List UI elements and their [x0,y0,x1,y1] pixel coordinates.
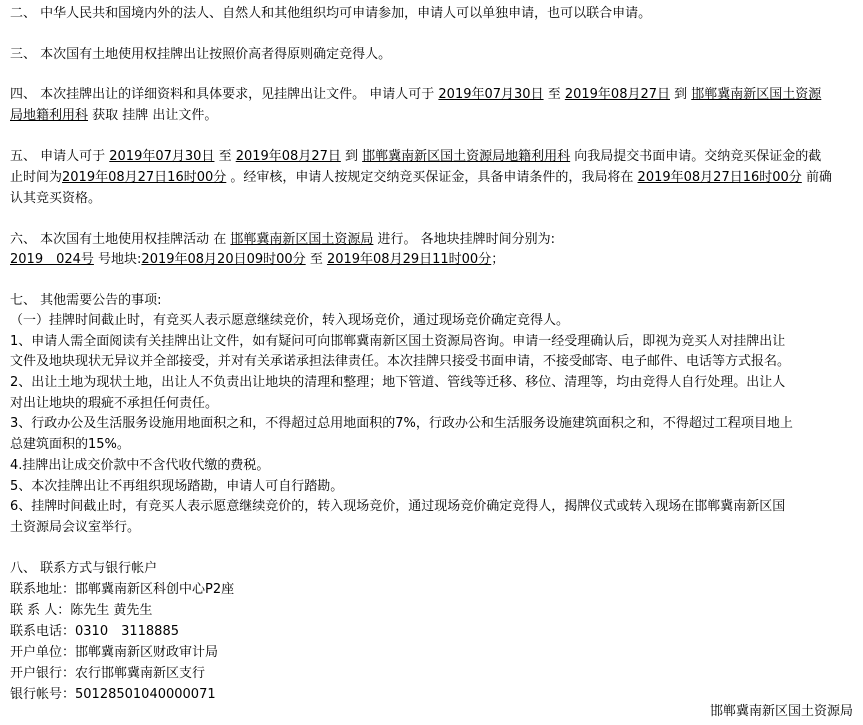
section-4-line-2: 局地籍利用科 获取 挂牌 出让文件。 [10,108,218,123]
section-7-item-1: 1、申请人需全面阅读有关挂牌出让文件，如有疑问可向邯郸冀南新区国土资源局咨询。申请一经受理确认后，即视为竞买人对挂牌出让 [10,334,786,349]
section-7-item-1-cont: 文件及地块现状无异议并全部接受，并对有关承诺承担法律责任。本次挂牌只接受书面申请，不接受邮寄、电子邮件、电话等方式报名。 [10,354,791,369]
section-7-item-5: 5、本次挂牌出让不再组织现场踏勘，申请人可自行踏勘。 [10,479,344,494]
section-7-heading: 七、 其他需要公告的事项: [10,293,162,308]
date-link: 2019年07月30日 [109,149,215,164]
section-6-line-1: 六、 本次国有土地使用权挂牌活动 在 邯郸冀南新区国土资源局 进行。 各地块挂牌时间分别为: [10,232,556,247]
section-7-item-6-cont: 土资源局会议室举行。 [10,520,141,535]
account-number: 银行帐号：50128501040000071 [10,687,216,702]
section-5-line-1: 五、 申请人可于 2019年07月30日 至 2019年08月27日 到 邯郸冀南新区国土资源局地籍利用科 向我局提交书面申请。交纳竞买保证金的截 [10,149,822,164]
contact-phone: 联系电话：0310 3118885 [10,624,179,639]
org-name: 邯郸冀南新区国土资源 [691,87,822,102]
section-7-item-2-cont: 对出让地块的瑕疵不承担任何责任。 [10,396,219,411]
section-7-item-6: 6、挂牌时间截止时，有竞买人表示愿意继续竞价的，转入现场竞价，通过现场竞价确定竞得人，揭牌仪式或转入现场在邯郸冀南新区国 [10,499,786,514]
section-8-heading: 八、 联系方式与银行帐户 [10,561,158,576]
contact-address: 联系地址：邯郸冀南新区科创中心P2座 [10,582,235,597]
contact-person: 联 系 人：陈先生 黄先生 [10,603,153,618]
date-link: 2019年07月30日 [438,87,544,102]
plot-number: 2019 024号 [10,252,94,267]
date-link: 2019年08月27日 [235,149,341,164]
section-7-item-4: 4.挂牌出让成交价款中不含代收代缴的费税。 [10,458,270,473]
account-unit: 开户单位：邯郸冀南新区财政审计局 [10,645,219,660]
section-3: 三、 本次国有土地使用权挂牌出让按照价高者得原则确定竞得人。 [10,47,392,62]
org-name: 邯郸冀南新区国土资源局地籍利用科 [362,149,571,164]
section-7-item-2: 2、出让土地为现状土地，出让人不负责出让地块的清理和整理；地下管道、管线等迁移、移位、清理等，均由竞得人自行处理。出让人 [10,375,786,390]
deadline-time: 2019年08月27日16时00分 [62,170,227,185]
bank-name: 开户银行：农行邯郸冀南新区支行 [10,666,206,681]
section-4-line-1: 四、 本次挂牌出让的详细资料和具体要求，见挂牌出让文件。 申请人可于 2019年07月30日 至 2019年08月27日 到 邯郸冀南新区国土资源 [10,87,822,102]
section-7-item-3: 3、行政办公及生活服务设施用地面积之和，不得超过总用地面积的7%，行政办公和生活服务设施建筑面积之和，不得超过工程项目地上 [10,416,793,431]
org-name: 局地籍利用科 [10,108,89,123]
end-time: 2019年08月29日11时00分 [326,252,492,267]
start-time: 2019年08月20日09时00分 [141,252,306,267]
section-6-line-2: 2019 024号 号地块:2019年08月20日09时00分 至 2019年08月29日11时00分； [10,252,505,267]
signature-org: 邯郸冀南新区国土资源局 [709,704,853,719]
org-name: 邯郸冀南新区国土资源局 [230,232,374,247]
section-5-line-3: 认其竞买资格。 [10,191,102,206]
date-link: 2019年08月27日 [564,87,671,102]
section-7-item-3-cont: 总建筑面积的15%。 [10,437,130,452]
section-7-item-0: （一）挂牌时间截止时，有竞买人表示愿意继续竞价，转入现场竞价，通过现场竞价确定竞得人。 [10,313,570,328]
confirm-time: 2019年08月27日16时00分 [637,170,802,185]
section-5-line-2: 止时间为2019年08月27日16时00分 。经审核，申请人按规定交纳竞买保证金，具备申请条件的，我局将在 2019年08月27日16时00分 前确 [10,170,832,185]
section-2: 二、 中华人民共和国境内外的法人、自然人和其他组织均可申请参加，申请人可以单独申请，也可以联合申请。 [10,6,652,21]
